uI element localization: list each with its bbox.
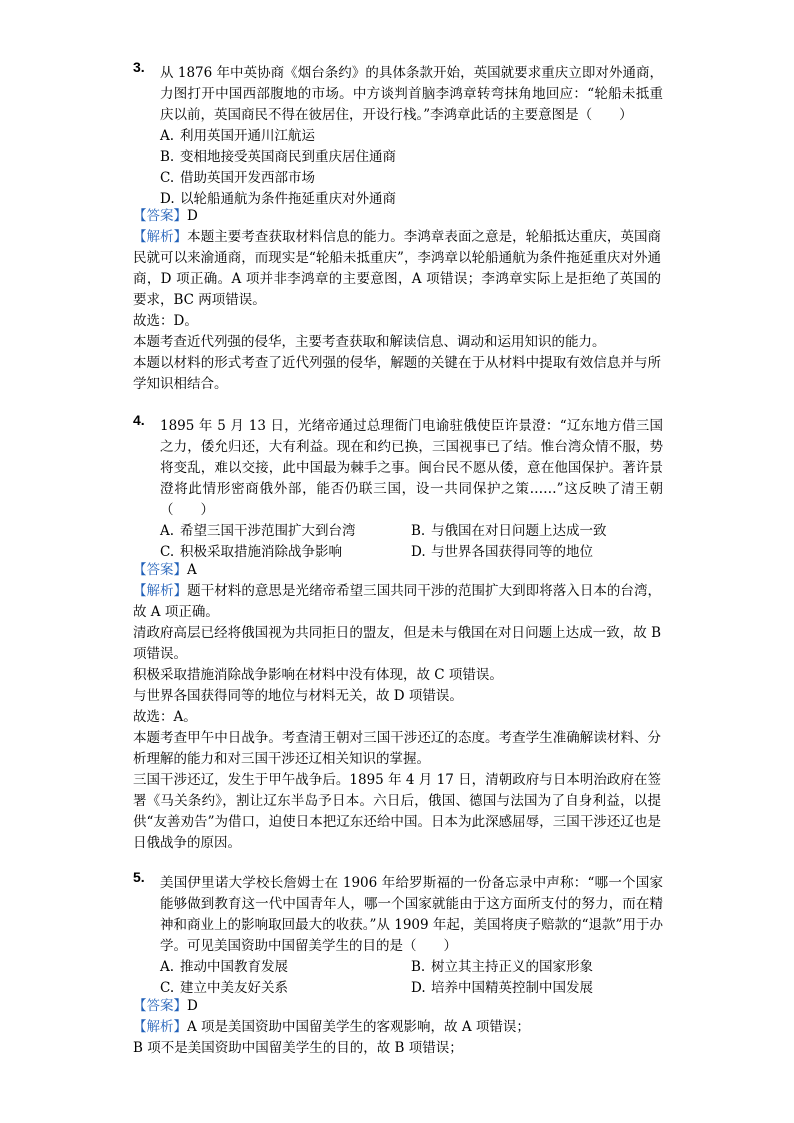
answer-tag: 【答案】 (133, 562, 187, 578)
answer-block-3 (133, 206, 661, 395)
options-list (160, 126, 663, 210)
analysis-tag: 【解析】 (133, 229, 188, 245)
analysis-para: 【解析】A 项是美国资助中国留美学生的客观影响，故 A 项错误； (133, 1019, 530, 1035)
answer-value: D (187, 998, 198, 1014)
option-c: C. 建立中美友好关系 (160, 980, 288, 996)
answer-block-5 (133, 996, 661, 1059)
option-b: B. 变相地接受英国商民到重庆居住通商 (160, 149, 396, 165)
option-d: D. 以轮船通航为条件拖延重庆对外通商 (160, 191, 396, 207)
option-a: A. 希望三国干涉范围扩大到台湾 (160, 523, 356, 539)
question-stem: 从 1876 年中英协商《烟台条约》的具体条款开始，英国就要求重庆立即对外通商，力图打开中国西部腹地的市场。中方谈判首脑李鸿章转弯抹角地回应：“轮船未抵重庆以前，英国商民不得在彼居住，开设行栈。”李鸿章此话的主要意图是（ ） (160, 65, 663, 123)
analysis-para: 三国干涉还辽，发生于甲午战争后。1895 年 4 月 17 日，清朝政府与日本明治政府在签署《马关条约》，割让辽东半岛予日本。六日后，俄国、德国与法国为了自身利益，以提供“友善劝告”为借口，迫使日本把辽东还给中国。日本为此深感屈辱，三国干涉还辽也是日俄战争的原因。 (133, 772, 661, 851)
option-b: B. 与俄国在对日问题上达成一致 (411, 523, 607, 539)
answer-block-4 (133, 560, 661, 854)
analysis-para: 本题考查近代列强的侵华，主要考查获取和解读信息、调动和运用知识的能力。 (133, 334, 606, 350)
question-number: 3. (133, 59, 145, 75)
answer-line (133, 206, 661, 227)
question-5 (133, 869, 663, 999)
analysis-tag: 【解析】 (133, 1019, 187, 1035)
question-4 (133, 412, 663, 563)
analysis-para: 与世界各国获得同等的地位与材料无关，故 D 项错误。 (133, 688, 463, 704)
analysis-para: 本题考查甲午中日战争。考查清王朝对三国干涉还辽的态度。考查学生准确解读材料、分析理解的能力和对三国干涉还辽相关知识的掌握。 (133, 730, 661, 767)
answer-value: D (187, 208, 198, 224)
question-stem: 美国伊里诺大学校长詹姆士在 1906 年给罗斯福的一份备忘录中声称：“哪一个国家能够做到教育这一代中国青年人，哪一个国家就能由于这方面所支付的努力，而在精神和商业上的影响取回最大的收获。”从 1909 年起，美国将庚子赔款的“退款”用于办学。可见美国资助中国留美学生的目的是（ ） (160, 875, 663, 954)
options-list (160, 957, 663, 999)
analysis-para: 【解析】题干材料的意思是光绪帝希望三国共同干涉的范围扩大到即将落入日本的台湾，故 A 项正确。 (133, 583, 662, 620)
answer-line (133, 560, 661, 581)
option-d: D. 培养中国精英控制中国发展 (411, 980, 593, 996)
analysis-tag: 【解析】 (133, 583, 188, 599)
analysis-para: 积极采取措施消除战争影响在材料中没有体现，故 C 项错误。 (133, 667, 503, 683)
analysis-para: 清政府高层已经将俄国视为共同拒日的盟友，但是未与俄国在对日问题上达成一致，故 B 项错误。 (133, 625, 661, 662)
option-b: B. 树立其主持正义的国家形象 (411, 959, 593, 975)
options-list (160, 521, 663, 563)
option-a: A. 推动中国教育发展 (160, 959, 288, 975)
answer-tag: 【答案】 (133, 998, 187, 1014)
answer-value: A (187, 562, 197, 578)
question-3 (133, 59, 663, 210)
answer-tag: 【答案】 (133, 208, 187, 224)
option-a: A. 利用英国开通川江航运 (160, 128, 315, 144)
analysis-para: B 项不是美国资助中国留美学生的目的，故 B 项错误； (133, 1040, 463, 1056)
option-c: C. 借助英国开发西部市场 (160, 170, 315, 186)
analysis-para: 故选：A。 (133, 709, 197, 725)
analysis-para: 故选：D。 (133, 313, 198, 329)
option-d: D. 与世界各国获得同等的地位 (411, 544, 593, 560)
question-number: 4. (133, 412, 145, 428)
question-stem: 1895 年 5 月 13 日，光绪帝通过总理衙门电谕驻俄使臣许景澄：“辽东地方借三国之力，倭允归还，大有利益。现在和约已换，三国视事已了结。惟台湾众情不服，势将变乱，难以交接，此中国最为棘手之事。闽台民不愿从倭，意在他国保护。著许景澄将此情形密商俄外部，能否仍联三国，设一共同保护之策……”这反映了清王朝（ ） (160, 418, 663, 518)
answer-line (133, 996, 661, 1017)
analysis-para: 【解析】本题主要考查获取材料信息的能力。李鸿章表面之意是，轮船抵达重庆，英国商民就可以来渝通商，而现实是“轮船未抵重庆”，李鸿章以轮船通航为条件拖延重庆对外通商，D 项正确。A 项并非李鸿章的主要意图，A 项错误；李鸿章实际上是拒绝了英国的要求，BC 两项错误。 (133, 229, 662, 308)
question-number: 5. (133, 869, 145, 885)
option-c: C. 积极采取措施消除战争影响 (160, 544, 342, 560)
analysis-para: 本题以材料的形式考查了近代列强的侵华，解题的关键在于从材料中提取有效信息并与所学知识相结合。 (133, 355, 661, 392)
